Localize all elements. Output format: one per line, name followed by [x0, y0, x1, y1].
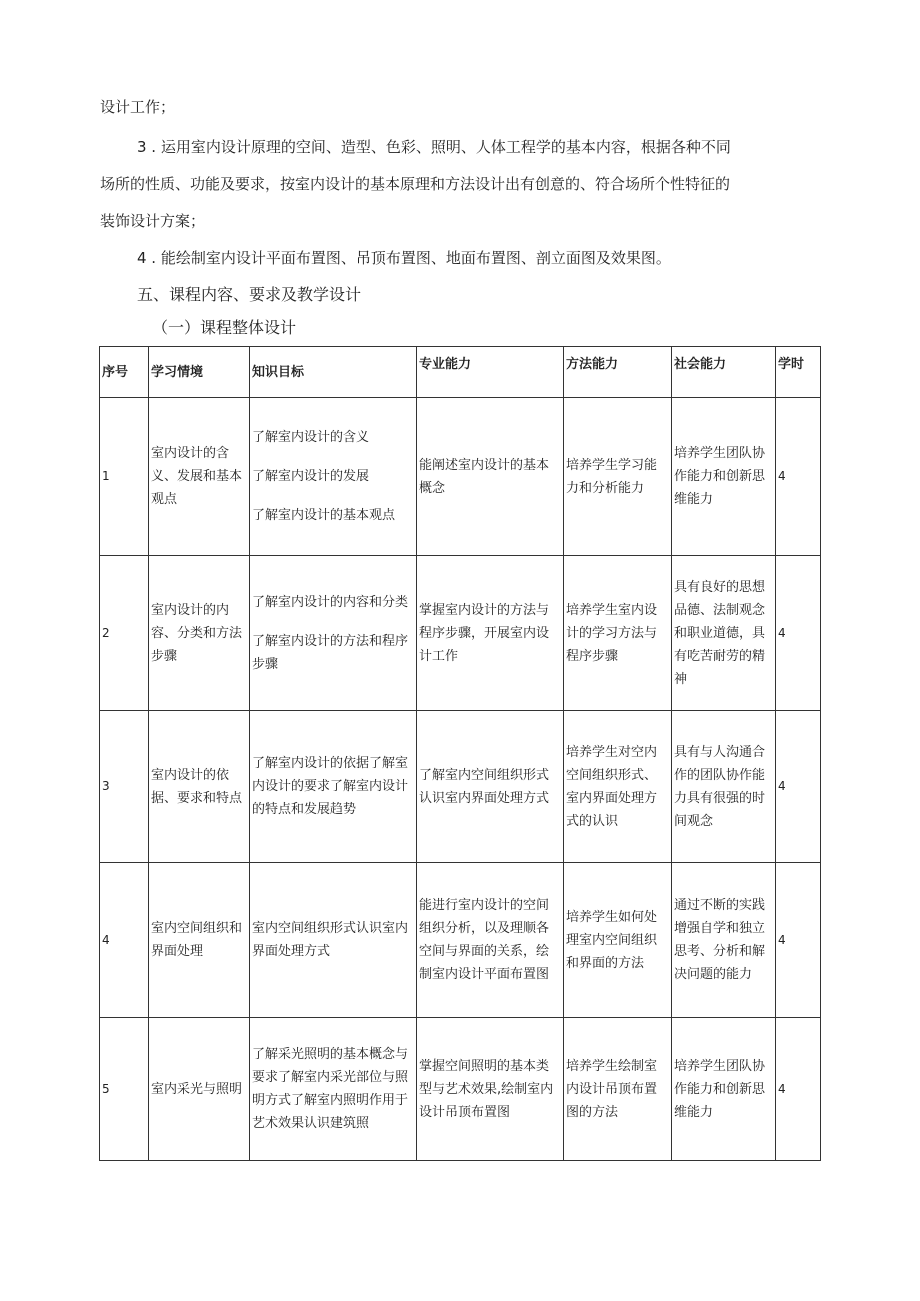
hours-cell: 4 [776, 863, 821, 1018]
knowledge-item: 了解室内设计的内容和分类 [252, 594, 409, 610]
header-cell: 方法能力 [564, 347, 672, 398]
method-cell: 培养学生绘制室内设计吊顶布置图的方法 [564, 1018, 672, 1161]
social-cell: 培养学生团队协作能力和创新思维能力 [672, 1018, 776, 1161]
situation-cell: 室内设计的含义、发展和基本观点 [149, 398, 250, 556]
knowledge-cell: 了解采光照明的基本概念与要求了解室内采光部位与照明方式了解室内照明作用于艺术效果认识建筑照 [250, 1018, 417, 1161]
header-cell: 社会能力 [672, 347, 776, 398]
table-header-row [100, 347, 821, 398]
table-row [100, 711, 821, 863]
knowledge-item: 了解室内设计的基本观点 [252, 508, 396, 523]
header-cell: 序号 [100, 347, 149, 398]
header-cell: 知识目标 [250, 347, 417, 398]
method-cell: 培养学生学习能力和分析能力 [564, 398, 672, 556]
row-number: 4 [100, 863, 149, 1018]
professional-cell: 掌握室内设计的方法与程序步骤，开展室内设计工作 [417, 556, 564, 711]
knowledge-cell [250, 398, 417, 556]
knowledge-cell: 了解室内设计的依据了解室内设计的要求了解室内设计的特点和发展趋势 [250, 711, 417, 863]
paragraph-item-4: 4 . 能绘制室内设计平面布置图、吊顶布置图、地面布置图、剖立面图及效果图。 [137, 249, 671, 267]
method-cell: 培养学生室内设计的学习方法与程序步骤 [564, 556, 672, 711]
paragraph-item-3-line2: 场所的性质、功能及要求，按室内设计的基本原理和方法设计出有创意的、符合场所个性特征的 [100, 175, 731, 193]
professional-cell: 能阐述室内设计的基本概念 [417, 398, 564, 556]
header-cell: 专业能力 [417, 347, 564, 398]
paragraph-item-3-line3: 装饰设计方案； [100, 212, 206, 230]
row-number: 1 [100, 398, 149, 556]
social-cell: 通过不断的实践增强自学和独立思考、分析和解决问题的能力 [672, 863, 776, 1018]
situation-cell: 室内设计的内容、分类和方法步骤 [149, 556, 250, 711]
paragraph-continuation: 设计工作； [100, 98, 176, 116]
section-heading: 五、课程内容、要求及教学设计 [137, 285, 362, 304]
social-cell: 培养学生团队协作能力和创新思维能力 [672, 398, 776, 556]
hours-cell: 4 [776, 1018, 821, 1161]
knowledge-item: 了解室内设计的方法和程序步骤 [252, 633, 409, 672]
knowledge-cell: 室内空间组织形式认识室内界面处理方式 [250, 863, 417, 1018]
situation-cell: 室内设计的依据、要求和特点 [149, 711, 250, 863]
professional-cell: 掌握空间照明的基本类型与艺术效果,绘制室内设计吊顶布置图 [417, 1018, 564, 1161]
knowledge-cell [250, 556, 417, 711]
knowledge-item: 了解室内设计的发展 [252, 469, 370, 484]
header-cell: 学时 [776, 347, 821, 398]
table-row [100, 398, 821, 556]
header-cell: 学习情境 [149, 347, 250, 398]
table-row [100, 556, 821, 711]
professional-cell: 能进行室内设计的空间组织分析，以及理顺各空间与界面的关系，绘制室内设计平面布置图 [417, 863, 564, 1018]
situation-cell: 室内采光与照明 [149, 1018, 250, 1161]
hours-cell: 4 [776, 398, 821, 556]
social-cell: 具有与人沟通合作的团队协作能力具有很强的时间观念 [672, 711, 776, 863]
table-row [100, 863, 821, 1018]
paragraph-item-3-line1: 3 . 运用室内设计原理的空间、造型、色彩、照明、人体工程学的基本内容，根据各种不同 [137, 138, 731, 156]
row-number: 3 [100, 711, 149, 863]
row-number: 5 [100, 1018, 149, 1161]
knowledge-item: 了解室内设计的含义 [252, 430, 370, 445]
hours-cell: 4 [776, 711, 821, 863]
table-row [100, 1018, 821, 1161]
method-cell: 培养学生如何处理室内空间组织和界面的方法 [564, 863, 672, 1018]
course-design-table [99, 346, 821, 1161]
hours-cell: 4 [776, 556, 821, 711]
row-number: 2 [100, 556, 149, 711]
situation-cell: 室内空间组织和界面处理 [149, 863, 250, 1018]
subsection-heading: （一）课程整体设计 [152, 318, 297, 337]
professional-cell: 了解室内空间组织形式认识室内界面处理方式 [417, 711, 564, 863]
social-cell: 具有良好的思想品德、法制观念和职业道德，具有吃苦耐劳的精神 [672, 556, 776, 711]
method-cell: 培养学生对空内空间组织形式、室内界面处理方式的认识 [564, 711, 672, 863]
